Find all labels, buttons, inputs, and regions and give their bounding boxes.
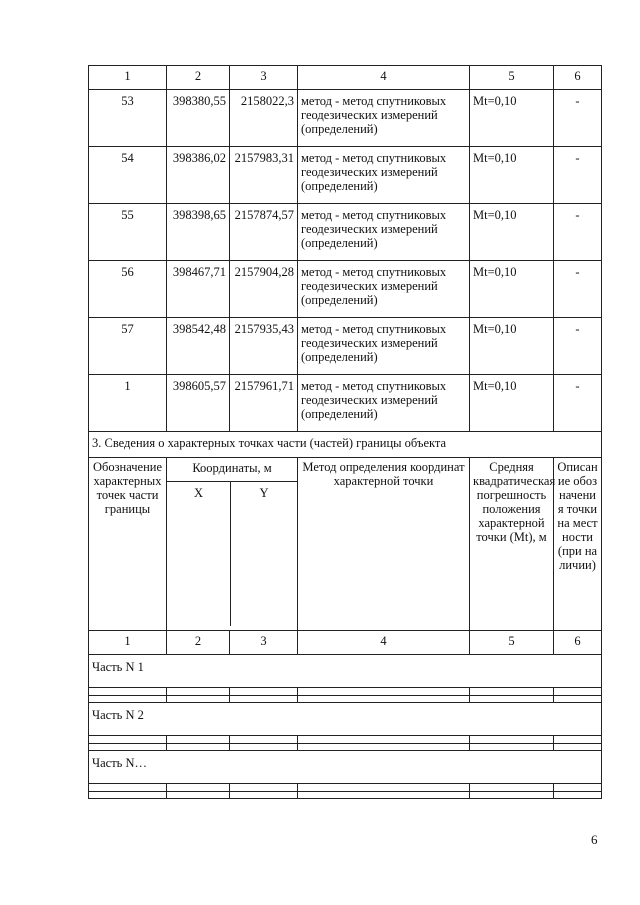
header-cell: 5 bbox=[470, 631, 554, 655]
point-mt: Mt=0,10 bbox=[470, 204, 554, 261]
point-y: 2158022,3 bbox=[230, 90, 298, 147]
point-method: метод - метод спутниковых геодезических измерений (определений) bbox=[298, 261, 470, 318]
header-cell: 5 bbox=[470, 66, 554, 90]
point-x: 398542,48 bbox=[167, 318, 230, 375]
col-coords-group bbox=[167, 458, 298, 631]
point-y: 2157904,28 bbox=[230, 261, 298, 318]
header-cell: 3 bbox=[230, 66, 298, 90]
header-cell: 6 bbox=[554, 631, 602, 655]
point-y: 2157935,43 bbox=[230, 318, 298, 375]
part-title-row bbox=[89, 703, 602, 736]
point-x: 398380,55 bbox=[167, 90, 230, 147]
page-number: 6 bbox=[591, 832, 598, 847]
header-cell: 2 bbox=[167, 66, 230, 90]
table-row bbox=[89, 147, 602, 204]
section-column-headers bbox=[89, 458, 602, 631]
col-designation: Обозначение характерных точек части границы bbox=[89, 458, 167, 631]
point-method: метод - метод спутниковых геодезических измерений (определений) bbox=[298, 204, 470, 261]
col-desc: Описание обозначения точки на местности (при наличии) bbox=[554, 458, 602, 631]
point-desc: - bbox=[554, 318, 602, 375]
section-title: 3. Сведения о характерных точках части (частей) границы объекта bbox=[89, 432, 602, 458]
point-x: 398467,71 bbox=[167, 261, 230, 318]
point-number: 55 bbox=[89, 204, 167, 261]
empty-row bbox=[89, 792, 602, 799]
point-number: 53 bbox=[89, 90, 167, 147]
point-desc: - bbox=[554, 90, 602, 147]
point-number: 57 bbox=[89, 318, 167, 375]
part-title: Часть N 1 bbox=[89, 655, 602, 688]
empty-row bbox=[89, 784, 602, 792]
point-mt: Mt=0,10 bbox=[470, 375, 554, 432]
table-row bbox=[89, 375, 602, 432]
point-x: 398398,65 bbox=[167, 204, 230, 261]
column-number-row bbox=[89, 66, 602, 90]
point-desc: - bbox=[554, 204, 602, 261]
point-mt: Mt=0,10 bbox=[470, 147, 554, 204]
empty-row bbox=[89, 696, 602, 703]
point-mt: Mt=0,10 bbox=[470, 261, 554, 318]
part-title: Часть N 2 bbox=[89, 703, 602, 736]
col-x: X bbox=[167, 482, 231, 626]
point-desc: - bbox=[554, 147, 602, 204]
col-y: Y bbox=[259, 486, 269, 500]
point-number: 56 bbox=[89, 261, 167, 318]
col-error: Средняя квадратическая погрешность положения характерной точки (Mt), м bbox=[470, 458, 554, 631]
empty-row bbox=[89, 736, 602, 744]
table-row bbox=[89, 90, 602, 147]
point-method: метод - метод спутниковых геодезических измерений (определений) bbox=[298, 90, 470, 147]
header-cell: 1 bbox=[89, 631, 167, 655]
point-method: метод - метод спутниковых геодезических измерений (определений) bbox=[298, 318, 470, 375]
point-y: 2157983,31 bbox=[230, 147, 298, 204]
table-row bbox=[89, 261, 602, 318]
part-title-row bbox=[89, 655, 602, 688]
point-x: 398386,02 bbox=[167, 147, 230, 204]
header-cell: 6 bbox=[554, 66, 602, 90]
empty-row bbox=[89, 688, 602, 696]
header-cell: 4 bbox=[298, 631, 470, 655]
header-cell: 1 bbox=[89, 66, 167, 90]
point-mt: Mt=0,10 bbox=[470, 318, 554, 375]
header-cell: 3 bbox=[230, 631, 298, 655]
col-method: Метод определения координат характерной точки bbox=[298, 458, 470, 631]
point-x: 398605,57 bbox=[167, 375, 230, 432]
part-title-row bbox=[89, 751, 602, 784]
point-desc: - bbox=[554, 261, 602, 318]
point-desc: - bbox=[554, 375, 602, 432]
empty-row bbox=[89, 744, 602, 751]
point-y: 2157874,57 bbox=[230, 204, 298, 261]
point-mt: Mt=0,10 bbox=[470, 90, 554, 147]
point-y: 2157961,71 bbox=[230, 375, 298, 432]
header-cell: 2 bbox=[167, 631, 230, 655]
point-number: 54 bbox=[89, 147, 167, 204]
point-method: метод - метод спутниковых геодезических измерений (определений) bbox=[298, 147, 470, 204]
point-number: 1 bbox=[89, 375, 167, 432]
boundary-points-table bbox=[88, 65, 602, 799]
col-coords: Координаты, м bbox=[167, 458, 297, 482]
section-number-row bbox=[89, 631, 602, 655]
part-title: Часть N… bbox=[89, 751, 602, 784]
point-method: метод - метод спутниковых геодезических измерений (определений) bbox=[298, 375, 470, 432]
header-cell: 4 bbox=[298, 66, 470, 90]
table-row bbox=[89, 204, 602, 261]
table-row bbox=[89, 318, 602, 375]
section-title-row bbox=[89, 432, 602, 458]
col-xy bbox=[167, 482, 297, 626]
